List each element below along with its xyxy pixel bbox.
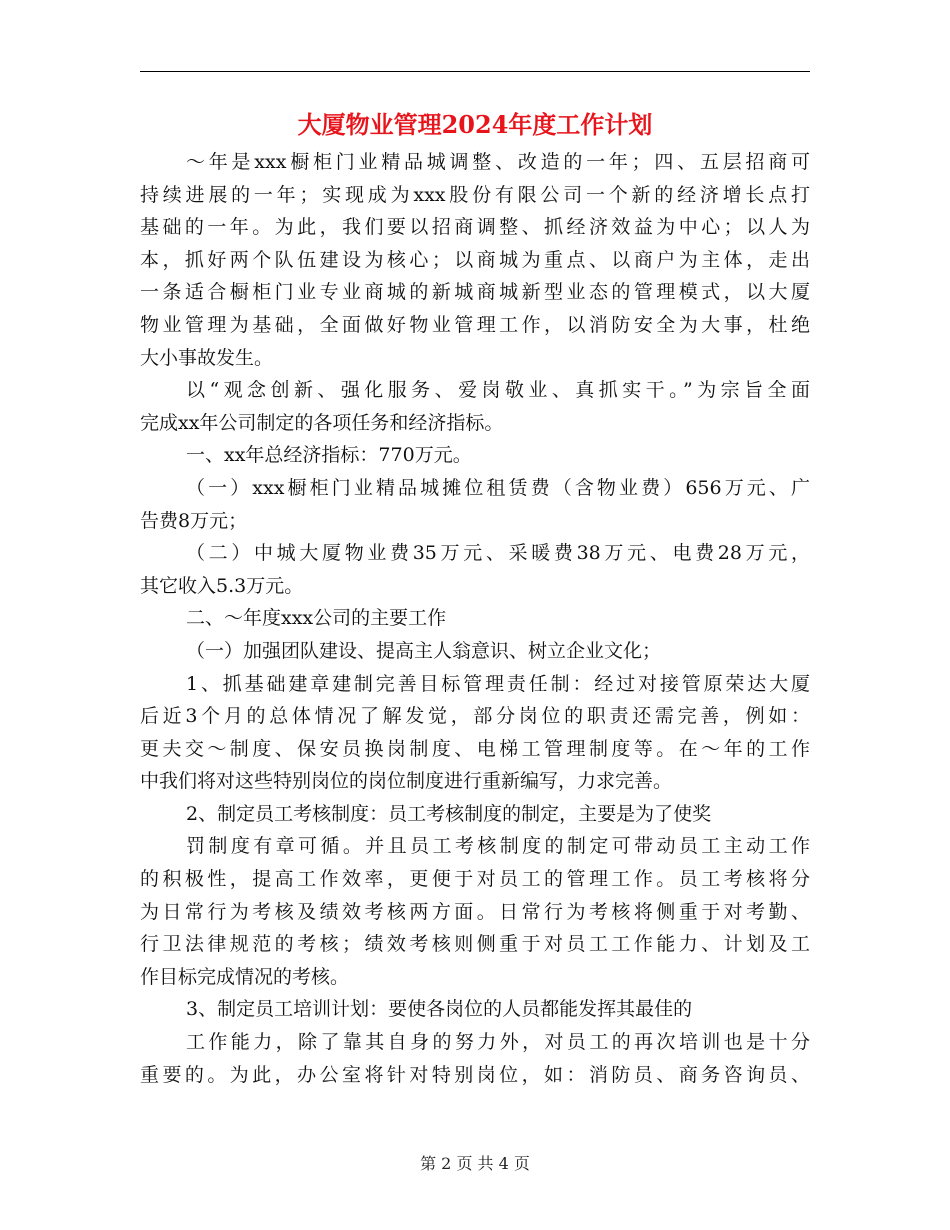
body-line: 1、抓基础建章建制完善目标管理责任制：经过对接管原荣达大厦 (186, 672, 810, 695)
document-title: 大厦物业管理2024年度工作计划 (297, 110, 653, 139)
body-line: 中我们将对这些特别岗位的岗位制度进行重新编写，力求完善。 (140, 770, 673, 793)
body-line: 物业管理为基础，全面做好物业管理工作，以消防安全为大事，杜绝 (140, 313, 810, 336)
body-line: （二）中城大厦物业费35万元、采暖费38万元、电费28万元， (186, 542, 810, 565)
document-body (140, 146, 810, 1091)
body-line: 持续进展的一年；实现成为xxx股份有限公司一个新的经济增长点打 (140, 183, 810, 206)
body-line: 大小事故发生。 (140, 346, 274, 369)
body-line: 一条适合橱柜门业专业商城的新城商城新型业态的管理模式，以大厦 (140, 281, 810, 304)
body-line: 其它收入5.3万元。 (140, 574, 304, 597)
body-line: 罚制度有章可循。并且员工考核制度的制定可带动员工主动工作 (186, 835, 810, 858)
body-line: 二、～年度xxx公司的主要工作 (186, 607, 447, 630)
body-line: 更夫交～制度、保安员换岗制度、电梯工管理制度等。在～年的工作 (140, 737, 810, 760)
body-line: 行卫法律规范的考核；绩效考核则侧重于对员工工作能力、计划及工 (140, 933, 810, 956)
body-line: 工作能力，除了靠其自身的努力外，对员工的再次培训也是十分 (186, 1031, 810, 1054)
header-rule (140, 71, 810, 72)
body-line: 完成xx年公司制定的各项任务和经济指标。 (140, 411, 504, 434)
body-line: 3、制定员工培训计划：要使各岗位的人员都能发挥其最佳的 (186, 998, 693, 1021)
body-line: 本，抓好两个队伍建设为核心；以商城为重点、以商户为主体，走出 (140, 248, 810, 271)
body-line: （一）加强团队建设、提高主人翁意识、树立企业文化； (186, 639, 662, 662)
body-line: 重要的。为此，办公室将针对特别岗位，如：消防员、商务咨询员、 (140, 1063, 810, 1086)
body-line: 后近3个月的总体情况了解发觉，部分岗位的职责还需完善，例如： (140, 705, 810, 728)
body-line: 作目标完成情况的考核。 (140, 965, 350, 988)
body-line: （一）xxx橱柜门业精品城摊位租赁费（含物业费）656万元、广 (186, 476, 810, 499)
body-line: 2、制定员工考核制度：员工考核制度的制定，主要是为了使奖 (186, 802, 712, 825)
body-line: ～年是xxx橱柜门业精品城调整、改造的一年；四、五层招商可 (186, 151, 810, 173)
body-line: 一、xx年总经济指标：770万元。 (186, 444, 472, 467)
body-line: 基础的一年。为此，我们要以招商调整、抓经济效益为中心；以人为 (140, 216, 810, 239)
page-number-footer: 第 2 页 共 4 页 (420, 1154, 530, 1173)
body-line: 的积极性，提高工作效率，更便于对员工的管理工作。员工考核将分 (140, 868, 810, 891)
body-line: 为日常行为考核及绩效考核两方面。日常行为考核将侧重于对考勤、 (140, 900, 810, 923)
body-line: 告费8万元； (140, 509, 248, 532)
body-line: 以“观念创新、强化服务、爱岗敬业、真抓实干。”为宗旨全面 (186, 379, 810, 402)
